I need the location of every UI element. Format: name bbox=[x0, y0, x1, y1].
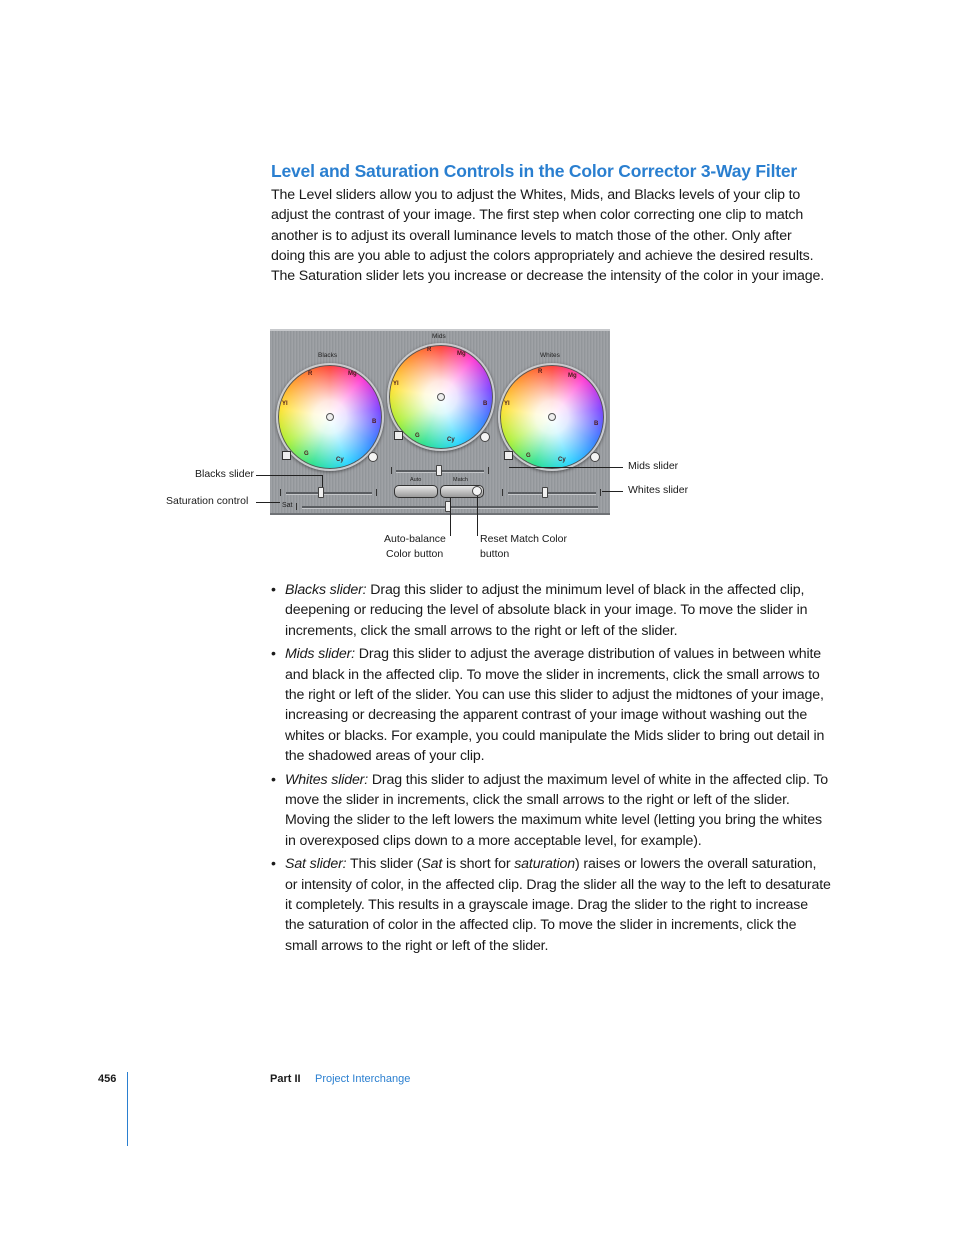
bullet-text: is short for bbox=[442, 856, 515, 873]
wheel-label-b: B bbox=[372, 419, 377, 425]
intro-paragraph: The Level sliders allow you to adjust the Whites, Mids, and Blacks levels of your clip to adjust the contrast of your image. The first step when color correcting one clip to match another is to adjust its overall luminance levels to match those of the other. Only after doing this are you able to adjust the colors appropriately and achieve the desired results. The Saturation slider lets you increase or decrease the intensity of the color in your image. bbox=[271, 187, 825, 285]
bullet-italic: saturation bbox=[514, 856, 576, 873]
wheel-label-mg: Mg bbox=[457, 351, 466, 357]
footer-part: Part II bbox=[270, 1073, 301, 1085]
bullet-term: Mids slider: bbox=[285, 646, 355, 663]
bullet-term: Blacks slider: bbox=[285, 582, 367, 598]
callout-mids-slider: Mids slider bbox=[628, 460, 679, 472]
footer-part-name[interactable]: Project Interchange bbox=[315, 1073, 411, 1085]
wheel-label-yl: Yl bbox=[504, 401, 510, 407]
section-heading: Level and Saturation Controls in the Color Corrector 3-Way Filter bbox=[271, 161, 798, 181]
wheel-label-g: G bbox=[526, 453, 531, 459]
wheel-label-r: R bbox=[308, 371, 313, 377]
whites-slider-thumb[interactable] bbox=[542, 487, 548, 498]
wheel-label-yl: Yl bbox=[393, 381, 399, 387]
callout-line bbox=[322, 475, 323, 487]
bullet-text: Drag this slider to adjust the maximum level of white in the affected clip. To move the slider in increments, click the small arrows to the right or left of the slider. Moving the slider to the left lowers the maximum white level (letting you bring the whites in overexposed clips down to a more acceptable level, for example). bbox=[285, 771, 829, 849]
bullet-term: Whites slider: bbox=[285, 771, 369, 788]
callout-auto-balance-line2: Color button bbox=[386, 548, 444, 560]
match-label: Match bbox=[453, 477, 468, 483]
mids-slider-right-arrow[interactable] bbox=[488, 467, 489, 474]
bullet-text: Drag this slider to adjust the average distribution of values in between white and black in the affected clip. To move the slider in increments, click the small arrows to the right or left of the slider. You can use this slider to adjust the midtones of your image, increasing or decreasing the apparent contrast of your image without washing out the whites or blacks. For example, you could manipulate the Mids slider to bring out detail in the shadowed areas of your clip. bbox=[285, 646, 825, 764]
blacks-reset-icon[interactable] bbox=[368, 452, 378, 462]
blacks-slider-track[interactable] bbox=[286, 492, 372, 495]
whites-reset-icon[interactable] bbox=[590, 452, 600, 462]
page-number: 456 bbox=[98, 1073, 117, 1085]
whites-slider-left-arrow[interactable] bbox=[502, 489, 503, 496]
auto-balance-button-group[interactable] bbox=[394, 485, 438, 498]
blacks-slider-right-arrow[interactable] bbox=[376, 489, 377, 496]
whites-slider-right-arrow[interactable] bbox=[600, 489, 601, 496]
bullet-italic: Sat bbox=[421, 856, 443, 873]
sat-label: Sat bbox=[282, 502, 293, 509]
callout-auto-balance-line1: Auto-balance bbox=[384, 533, 446, 545]
blacks-select-auto-balance-icon[interactable] bbox=[282, 451, 291, 460]
blacks-slider-left-arrow[interactable] bbox=[280, 489, 281, 496]
callout-line bbox=[477, 496, 478, 536]
callout-reset-match-line2: button bbox=[480, 548, 510, 560]
blacks-wheel-title: Blacks bbox=[318, 352, 338, 359]
list-item bbox=[271, 770, 831, 851]
whites-wheel-title: Whites bbox=[540, 352, 560, 359]
wheel-label-yl: Yl bbox=[282, 401, 288, 407]
color-corrector-figure bbox=[270, 329, 610, 515]
callout-line bbox=[509, 467, 623, 468]
mids-balance-indicator[interactable] bbox=[437, 393, 445, 401]
bullet-term: Sat slider: bbox=[285, 856, 347, 873]
callout-line bbox=[450, 498, 451, 536]
wheel-label-cy: Cy bbox=[447, 437, 455, 443]
mids-slider-thumb[interactable] bbox=[436, 465, 442, 476]
list-item bbox=[271, 854, 831, 955]
callout-line bbox=[256, 502, 280, 503]
blacks-slider-thumb[interactable] bbox=[318, 487, 324, 498]
mids-reset-icon[interactable] bbox=[480, 432, 490, 442]
mids-select-auto-balance-icon[interactable] bbox=[394, 431, 403, 440]
bullet-text: This slider ( bbox=[346, 856, 422, 873]
sat-slider-left-arrow[interactable] bbox=[296, 503, 297, 510]
callout-blacks-slider: Blacks slider bbox=[195, 468, 254, 480]
callout-saturation-control: Saturation control bbox=[166, 495, 249, 507]
footer-divider bbox=[127, 1072, 128, 1146]
reset-match-color-icon[interactable] bbox=[472, 486, 482, 496]
wheel-label-cy: Cy bbox=[336, 457, 344, 463]
callout-line bbox=[602, 491, 623, 492]
mids-wheel-title: Mids bbox=[432, 333, 446, 340]
whites-select-auto-balance-icon[interactable] bbox=[504, 451, 513, 460]
whites-balance-indicator[interactable] bbox=[548, 413, 556, 421]
auto-label: Auto bbox=[410, 477, 422, 483]
blacks-balance-indicator[interactable] bbox=[326, 413, 334, 421]
bullet-text: Drag this slider to adjust the minimum level of black in the affected clip, deepening or reducing the level of absolute black in your image. To move the slider in increments, click the small arrows to the right or left of the slider. bbox=[285, 582, 808, 639]
slider-descriptions-list bbox=[271, 580, 831, 959]
wheel-label-mg: Mg bbox=[568, 373, 577, 379]
mids-slider-left-arrow[interactable] bbox=[391, 467, 392, 474]
wheel-label-r: R bbox=[538, 369, 543, 375]
wheel-label-g: G bbox=[304, 451, 309, 457]
list-item bbox=[271, 644, 831, 766]
bullet-text: ) raises or lowers the overall saturation, or intensity of color, in the affected clip. Drag the slider all the way to the left to desaturate it completely. This results in a grayscale image. Drag the slider to the right to increase the saturation of color in the affected clip. To move the slider in increments, click the small arrows to the right or left of the slider. bbox=[285, 856, 831, 954]
whites-slider-track[interactable] bbox=[508, 492, 596, 495]
mids-color-wheel[interactable] bbox=[387, 343, 495, 451]
wheel-label-mg: Mg bbox=[348, 371, 357, 377]
callout-line bbox=[256, 475, 322, 476]
wheel-label-r: R bbox=[427, 347, 432, 353]
wheel-label-g: G bbox=[415, 433, 420, 439]
callout-reset-match-line1: Reset Match Color bbox=[480, 533, 567, 545]
callout-whites-slider: Whites slider bbox=[628, 484, 689, 496]
list-item bbox=[271, 580, 831, 641]
wheel-label-b: B bbox=[483, 401, 488, 407]
wheel-label-cy: Cy bbox=[558, 457, 566, 463]
wheel-label-b: B bbox=[594, 421, 599, 427]
